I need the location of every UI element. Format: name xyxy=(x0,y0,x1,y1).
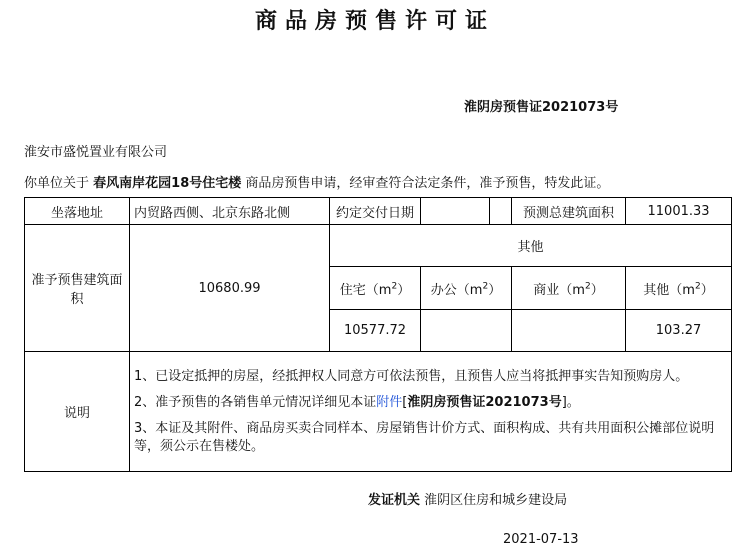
commercial-value xyxy=(512,310,626,352)
other-usage-label: 其他$(m^2)$ xyxy=(626,267,732,310)
office-label: 办公$(m^2)$ xyxy=(421,267,512,310)
location-label: 坐落地址 xyxy=(25,198,130,225)
issuer-value: 淮阴区住房和城乡建设局 xyxy=(424,493,568,508)
other-usage-value: 103.27 xyxy=(626,310,732,352)
notes-content xyxy=(130,352,732,472)
notes-label: 说明 xyxy=(25,352,130,472)
note-3: 3、本证及其附件、商品房买卖合同样本、房屋销售计价方式、面积构成、共有共用面积公摊部位说明等，须公示在售楼处。 xyxy=(134,420,715,454)
note-cert-number: 淮阴房预售证2021073号 xyxy=(407,394,562,410)
delivery-date-value xyxy=(421,198,490,225)
delivery-date-label: 约定交付日期 xyxy=(330,198,421,225)
estimated-area-label: 预测总建筑面积 xyxy=(512,198,626,225)
permit-table xyxy=(24,197,732,472)
attachment-link[interactable]: 附件 xyxy=(376,394,403,410)
residential-label: 住宅$(m^2)$ xyxy=(330,267,421,310)
location-value: 内贸路西侧、北京东路北侧 xyxy=(130,198,330,225)
note-2: 2、准予预售的各销售单元情况详细见本证附件[淮阴房预售证2021073号]。 xyxy=(134,394,580,410)
issuer-label: 发证机关 xyxy=(368,493,421,508)
spacer-cell xyxy=(490,198,512,225)
residential-value: 10577.72 xyxy=(330,310,421,352)
intro-statement xyxy=(24,172,609,191)
estimated-area-value: 11001.33 xyxy=(626,198,732,225)
intro-suffix: 商品房预售申请，经审查符合法定条件，准予预售，特发此证。 xyxy=(245,176,610,191)
other-header: 其他 xyxy=(330,225,732,267)
row-location xyxy=(25,198,732,225)
document-title: 商品房预售许可证 xyxy=(254,9,495,34)
project-name: 春风南岸花园18号住宅楼 xyxy=(93,176,242,191)
certificate-number: 淮阴房预售证2021073号 xyxy=(464,100,619,115)
commercial-label: 商业$(m^2)$ xyxy=(512,267,626,310)
permit-area-label: 准予预售建筑面积 xyxy=(25,225,130,352)
permit-area-value: 10680.99 xyxy=(130,225,330,352)
intro-prefix: 你单位关于 xyxy=(24,176,90,191)
row-other-header xyxy=(25,225,732,267)
issue-date: 2021-07-13 xyxy=(503,532,579,547)
row-notes xyxy=(25,352,732,472)
note-1: 1、已设定抵押的房屋，经抵押权人同意方可依法预售，且预售人应当将抵押事实告知预购房人。 xyxy=(134,368,689,384)
issuing-authority xyxy=(368,489,567,508)
company-name: 淮安市盛悦置业有限公司 xyxy=(24,145,168,160)
office-value xyxy=(421,310,512,352)
